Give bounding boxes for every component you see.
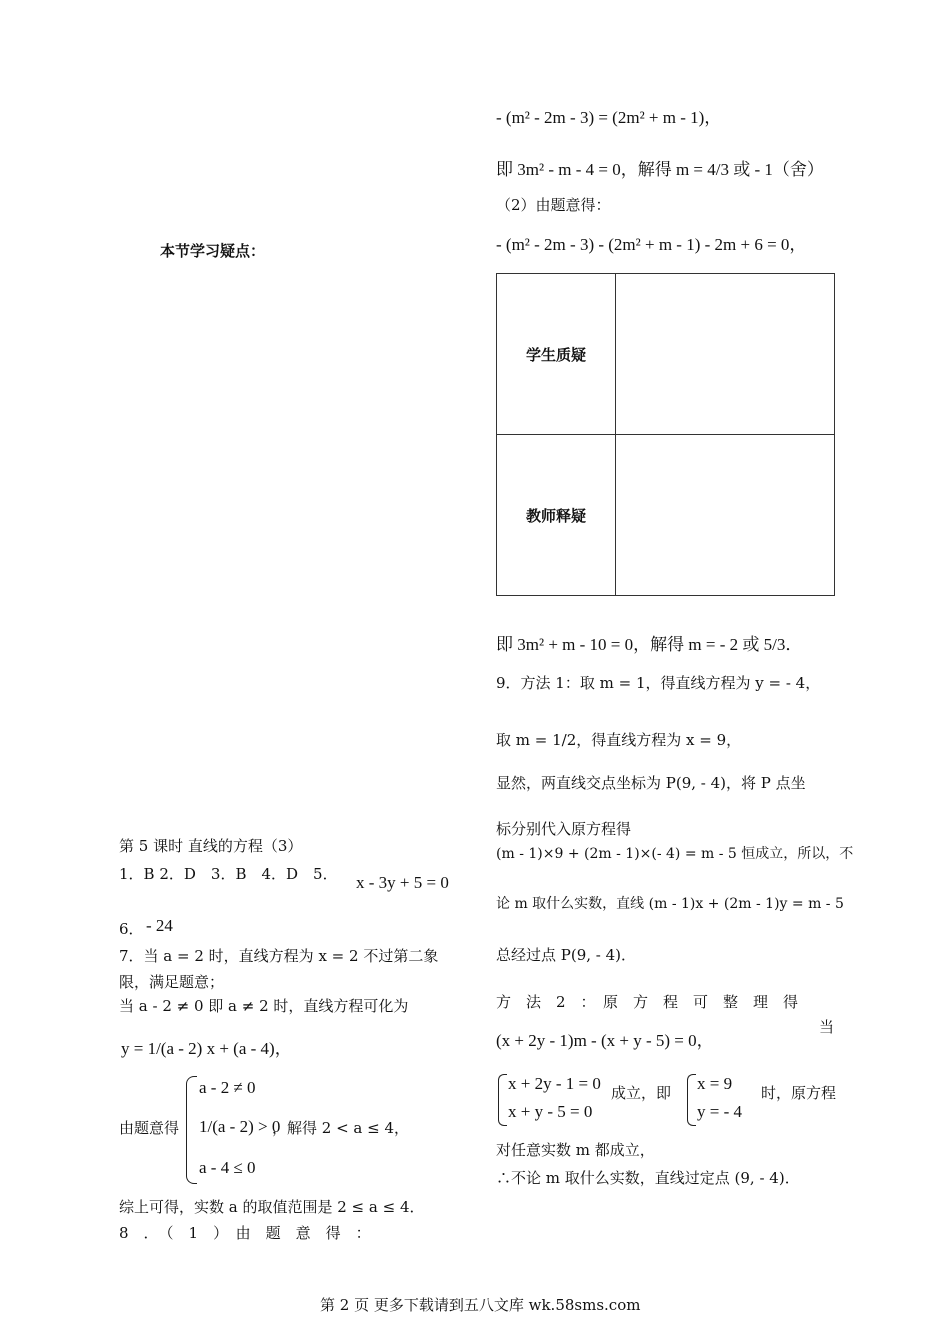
right-eq4: 即 3m² + m - 10 = 0，解得 m = - 2 或 5/3．	[496, 635, 803, 654]
q9-line5: (m - 1)×9 + (2m - 1)×(- 4) = m - 5 恒成立，所以，不	[496, 846, 854, 862]
method2-line1: 方 法 2 ： 原 方 程 可 整 理 得	[496, 993, 799, 1011]
page-footer: 第 2 页 更多下载请到五八文库 wk.58sms.com	[320, 1296, 641, 1314]
answer5-equation: x - 3y + 5 = 0	[356, 873, 449, 892]
q9-line3: 显然，两直线交点坐标为 P(9, - 4)，将 P 点坐	[496, 774, 806, 792]
method2-tail: 时，原方程	[761, 1084, 837, 1102]
method2-line4: 对任意实数 m 都成立，	[496, 1141, 655, 1159]
q8-line: 8 ． （ 1 ） 由 题 意 得 ：	[119, 1224, 371, 1242]
method2-mid: 成立，即	[611, 1084, 672, 1102]
method2-system1-row1: x + 2y - 1 = 0	[508, 1074, 601, 1093]
q9-line6: 论 m 取什么实数，直线 (m - 1)x + (2m - 1)y = m - 5	[496, 896, 844, 912]
q7-system-row1: a - 2 ≠ 0	[199, 1078, 256, 1097]
q9-line1: 9．方法 1：取 m = 1，得直线方程为 y = - 4，	[496, 674, 821, 692]
student-doubt-label: 学生质疑	[497, 274, 616, 435]
q7-solution: ，解得 2 < a ≤ 4，	[272, 1119, 410, 1137]
doubt-table	[496, 273, 835, 596]
q7-system-row3: a - 4 ≤ 0	[199, 1158, 256, 1177]
q7-system-row2: 1/(a - 2) > 0	[199, 1117, 281, 1136]
right-eq3: - (m² - 2m - 3) - (2m² + m - 1) - 2m + 6 = 0，	[496, 235, 807, 254]
method2-system2-brace	[687, 1074, 696, 1126]
q7-system-brace	[186, 1076, 197, 1184]
q9-line4: 标分别代入原方程得	[496, 820, 632, 838]
q7-line3: 当 a - 2 ≠ 0 即 a ≠ 2 时，直线方程可化为	[119, 997, 409, 1015]
method2-system1-row2: x + y - 5 = 0	[508, 1102, 593, 1121]
method2-system1-brace	[498, 1074, 507, 1126]
right-eq1: - (m² - 2m - 3) = (2m² + m - 1)，	[496, 108, 722, 127]
student-doubt-cell	[616, 274, 835, 435]
method2-system2-row1: x = 9	[697, 1074, 733, 1093]
lesson-title: 第 5 课时 直线的方程（3）	[119, 837, 303, 855]
answers-line: 1．B 2．D 3．B 4．D 5．	[119, 865, 338, 883]
q7-system-label: 由题意得	[119, 1119, 180, 1137]
q7-line1: 7．当 a = 2 时，直线方程为 x = 2 不过第二象	[119, 947, 439, 965]
right-eq2: 即 3m² - m - 4 = 0，解得 m = 4/3 或 - 1（舍）	[496, 160, 824, 179]
doubt-heading: 本节学习疑点：	[160, 242, 266, 260]
method2-system2-row2: y = - 4	[697, 1102, 742, 1121]
method2-line2: (x + 2y - 1)m - (x + y - 5) = 0，	[496, 1031, 714, 1050]
q6-value: - 24	[146, 916, 173, 935]
q9-line7: 总经过点 P(9, - 4)．	[496, 946, 637, 964]
teacher-answer-label: 教师释疑	[497, 435, 616, 596]
part2-label: （2）由题意得：	[496, 196, 611, 214]
q7-equation: y = 1/(a - 2) x + (a - 4)，	[121, 1039, 292, 1058]
method2-line5: ∴不论 m 取什么实数，直线过定点 (9, - 4)．	[496, 1169, 800, 1187]
method2-line2-tail: 当	[819, 1018, 835, 1036]
q7-conclusion: 综上可得，实数 a 的取值范围是 2 ≤ a ≤ 4．	[119, 1198, 425, 1216]
teacher-answer-cell	[616, 435, 835, 596]
q9-line2: 取 m = 1/2，得直线方程为 x = 9，	[496, 731, 742, 749]
q6-label: 6．	[119, 920, 144, 938]
q7-line2: 限，满足题意；	[119, 973, 225, 991]
